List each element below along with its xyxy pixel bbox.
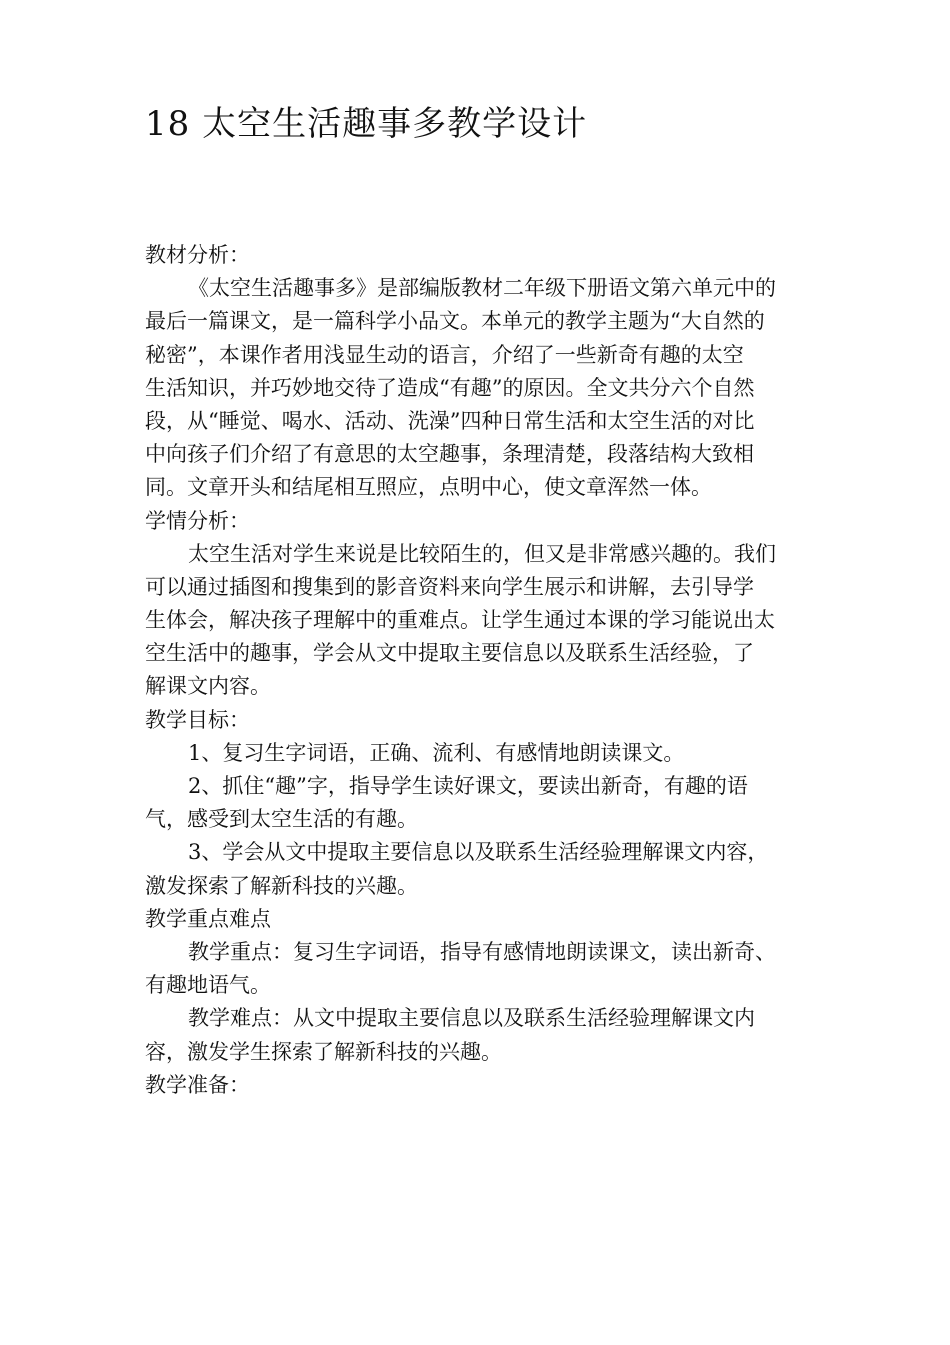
document-body: [145, 239, 817, 1102]
text-line: 太空生活对学生来说是比较陌生的，但又是非常感兴趣的。我们: [188, 541, 776, 566]
text-line: 有趣地语气。: [145, 973, 271, 998]
text-line: 激发探索了解新科技的兴趣。: [145, 873, 418, 898]
text-line: 教学重点：复习生字词语，指导有感情地朗读课文，读出新奇、: [188, 939, 776, 964]
text-line: 教学难点：从文中提取主要信息以及联系生活经验理解课文内: [188, 1006, 755, 1031]
text-line: 气，感受到太空生活的有趣。: [145, 807, 418, 832]
text-line: 《太空生活趣事多》是部编版教材二年级下册语文第六单元中的: [188, 276, 776, 301]
text-line: 最后一篇课文，是一篇科学小品文。本单元的教学主题为“大自然的: [145, 309, 765, 334]
text-line: 2、抓住“趣”字，指导学生读好课文，要读出新奇，有趣的语: [188, 774, 748, 798]
text-line: 空生活中的趣事，学会从文中提取主要信息以及联系生活经验，了: [145, 641, 754, 666]
text-line: 教学目标：: [145, 707, 250, 732]
text-line: 同。文章开头和结尾相互照应，点明中心，使文章浑然一体。: [145, 475, 712, 500]
text-line: 1、复习生字词语，正确、流利、有感情地朗读课文。: [188, 740, 685, 765]
text-line: 生活知识，并巧妙地交待了造成“有趣”的原因。全文共分六个自然: [145, 375, 755, 400]
text-line: 3、学会从文中提取主要信息以及联系生活经验理解课文内容，: [188, 840, 769, 865]
text-line: 解课文内容。: [145, 674, 271, 699]
text-line: 中向孩子们介绍了有意思的太空趣事，条理清楚，段落结构大致相: [145, 442, 754, 467]
text-line: 教学重点难点: [145, 906, 271, 931]
text-line: 教学准备：: [145, 1072, 250, 1097]
text-line: 秘密”，本课作者用浅显生动的语言，介绍了一些新奇有趣的太空: [145, 342, 744, 367]
text-line: 学情分析：: [145, 508, 250, 533]
text-line: 教材分析：: [145, 243, 250, 267]
text-line: 生体会，解决孩子理解中的重难点。让学生通过本课的学习能说出太: [145, 608, 775, 633]
document-title: 18 太空生活趣事多教学设计: [145, 104, 588, 144]
text-line: 容，激发学生探索了解新科技的兴趣。: [145, 1039, 502, 1064]
text-line: 段，从“睡觉、喝水、活动、洗澡”四种日常生活和太空生活的对比: [145, 408, 755, 433]
text-line: 可以通过插图和搜集到的影音资料来向学生展示和讲解，去引导学: [145, 574, 754, 599]
